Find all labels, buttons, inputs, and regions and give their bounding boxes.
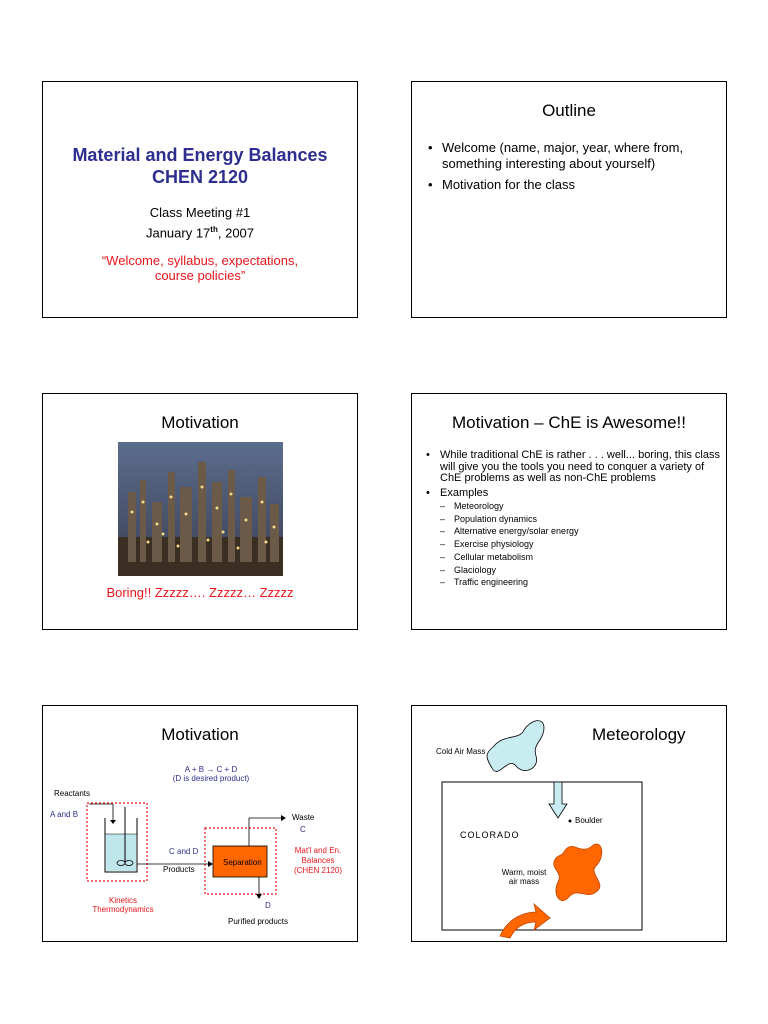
quote-line2: course policies” <box>154 268 246 283</box>
example-item: – Alternative energy/solar energy <box>440 525 722 538</box>
warm-air-line2: air mass <box>508 877 540 886</box>
balances-line2: Balances <box>301 856 335 865</box>
colorado-label: COLORADO <box>460 830 520 840</box>
quote-line1: “Welcome, syllabus, expectations, <box>101 253 299 268</box>
kinetics-label <box>73 896 173 914</box>
example-item: – Glaciology <box>440 564 722 577</box>
outline-item: • Motivation for the class <box>428 177 718 193</box>
awesome-list <box>426 450 722 589</box>
slide-title-page <box>42 81 358 318</box>
course-code: CHEN 2120 <box>151 167 249 187</box>
example-item: – Population dynamics <box>440 513 722 526</box>
separation-label: Separation <box>223 858 262 867</box>
waste-label: Waste <box>292 813 315 822</box>
c-label: C <box>300 825 306 834</box>
slide-meteorology <box>411 705 727 942</box>
slide-process-diagram <box>42 705 358 942</box>
warm-air-line1: Warm, moist <box>501 868 547 877</box>
slide-awesome <box>411 393 727 630</box>
slide-outline <box>411 81 727 318</box>
meeting-info <box>43 204 357 241</box>
outline-item: • Welcome (name, major, year, where from, something interesting about yourself) <box>428 140 718 172</box>
cold-air-mass-shape <box>487 721 544 772</box>
warm-air-label <box>494 868 554 886</box>
a-and-b-label: A and B <box>50 810 79 819</box>
course-title <box>43 144 357 188</box>
balances-label <box>283 846 353 876</box>
refinery-photo <box>118 442 283 576</box>
example-item: – Meteorology <box>440 500 722 513</box>
boulder-label: Boulder <box>575 816 603 825</box>
welcome-quote <box>43 253 357 283</box>
meteorology-diagram <box>412 706 726 941</box>
meeting-date: January 17th, 2007 <box>145 225 255 241</box>
example-item: – Traffic engineering <box>440 576 722 589</box>
cold-air-label: Cold Air Mass <box>436 747 486 756</box>
slide-title: Motivation <box>161 725 239 744</box>
kinetics-text: Kinetics <box>108 896 137 905</box>
examples-label: Examples <box>440 486 489 499</box>
example-item: – Cellular metabolism <box>440 551 722 564</box>
examples-list <box>440 500 722 589</box>
slide-motivation <box>42 393 358 630</box>
slide-title: Motivation – ChE is Awesome!! <box>451 413 686 432</box>
meeting-number: Class Meeting #1 <box>149 205 251 220</box>
slide-title: Motivation <box>161 413 239 432</box>
awesome-bullet: • While traditional ChE is rather . . . well... boring, this class will give you the tools you need to conquer a variety of ChE problems as well as non-ChE problems <box>426 450 722 485</box>
d-label: D <box>265 901 271 910</box>
c-and-d-label: C and D <box>169 847 199 856</box>
boring-caption: Boring!! Zzzzz…. Zzzzz… Zzzzz <box>106 585 294 600</box>
balances-line3: (CHEN 2120) <box>293 866 342 875</box>
slide-title: Meteorology <box>592 725 686 744</box>
thermodynamics-text: Thermodynamics <box>92 905 154 914</box>
example-item: – Exercise physiology <box>440 538 722 551</box>
reaction-equation <box>161 765 261 783</box>
balances-line1: Mat'l and En. <box>294 846 342 855</box>
reaction-note: (D is desired product) <box>172 774 250 783</box>
reactants-label: Reactants <box>54 789 91 798</box>
colorado-map <box>442 782 642 930</box>
purified-products-label: Purified products <box>228 917 289 926</box>
boulder-dot <box>569 820 572 823</box>
examples-bullet <box>426 488 722 589</box>
products-label: Products <box>163 865 195 874</box>
reaction-text: A + B → C + D <box>184 765 238 774</box>
slide-title: Outline <box>542 101 596 120</box>
course-title-line1: Material and Energy Balances <box>72 145 328 165</box>
outline-list <box>428 140 718 193</box>
